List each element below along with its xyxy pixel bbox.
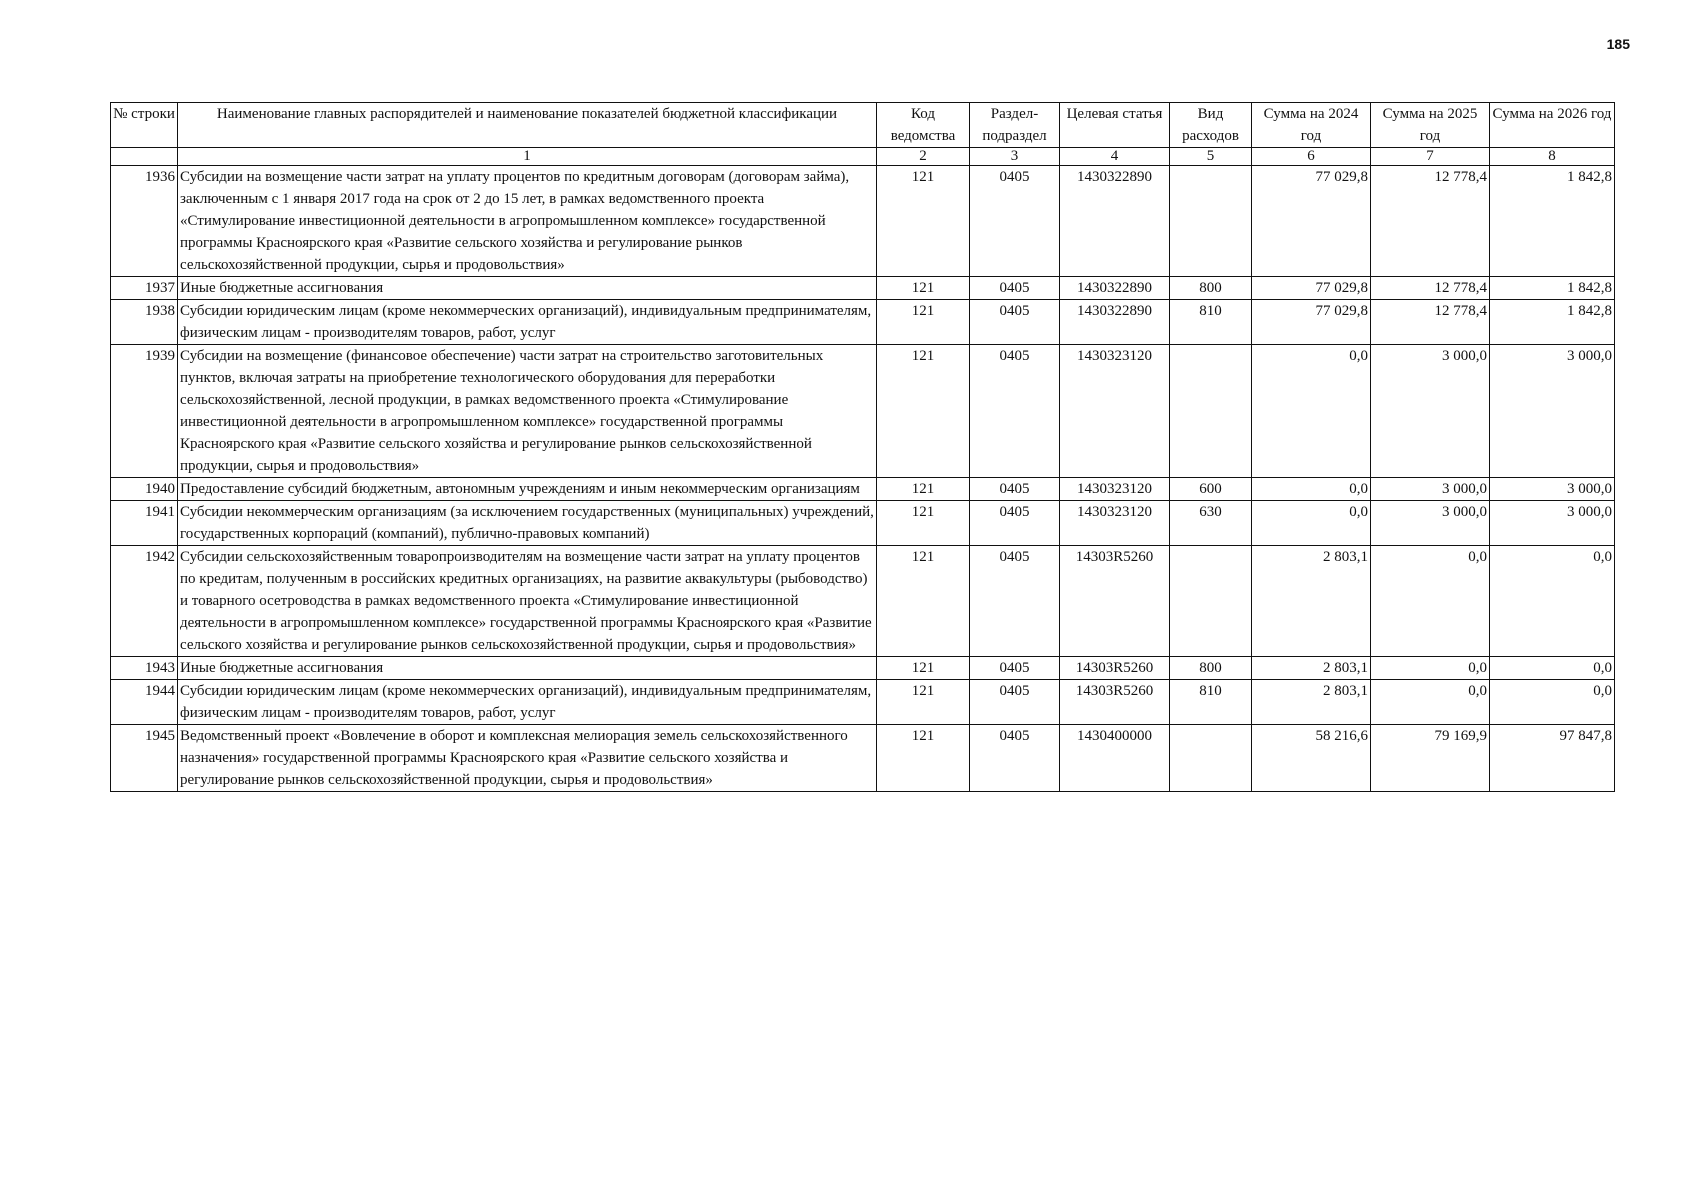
row-target: 1430322890 — [1060, 166, 1170, 277]
row-kind: 800 — [1170, 277, 1252, 300]
row-target: 14303R5260 — [1060, 680, 1170, 725]
row-sum-2024: 0,0 — [1252, 345, 1371, 478]
table-row — [111, 478, 1615, 501]
row-code: 121 — [877, 725, 970, 792]
header-sum-2024: Сумма на 2024 год — [1252, 103, 1371, 148]
row-sum-2026: 1 842,8 — [1490, 300, 1615, 345]
budget-table — [110, 102, 1615, 792]
row-target: 1430322890 — [1060, 300, 1170, 345]
row-sum-2024: 0,0 — [1252, 478, 1371, 501]
row-section: 0405 — [970, 300, 1060, 345]
column-number: 7 — [1371, 148, 1490, 166]
table-row — [111, 166, 1615, 277]
row-target: 1430323120 — [1060, 501, 1170, 546]
row-kind — [1170, 546, 1252, 657]
table-row — [111, 345, 1615, 478]
row-number: 1939 — [111, 345, 178, 478]
column-number-row — [111, 148, 1615, 166]
row-number: 1943 — [111, 657, 178, 680]
row-name: Предоставление субсидий бюджетным, автономным учреждениям и иным некоммерческим организациям — [178, 478, 877, 501]
row-sum-2024: 2 803,1 — [1252, 546, 1371, 657]
column-number: 8 — [1490, 148, 1615, 166]
row-section: 0405 — [970, 657, 1060, 680]
row-section: 0405 — [970, 277, 1060, 300]
row-number: 1941 — [111, 501, 178, 546]
row-sum-2025: 3 000,0 — [1371, 478, 1490, 501]
row-target: 1430400000 — [1060, 725, 1170, 792]
row-kind — [1170, 725, 1252, 792]
row-code: 121 — [877, 657, 970, 680]
row-section: 0405 — [970, 725, 1060, 792]
row-code: 121 — [877, 546, 970, 657]
row-name: Субсидии на возмещение (финансовое обеспечение) части затрат на строительство заготовительных пунктов, включая затраты на приобретение технологического оборудования для переработки сельскохозяйственной, лесной продукции, в рамках ведомственного проекта «Стимулирование инвестиционной деятельности в агропромышленном комплексе» государственной программы Красноярского края «Развитие сельского хозяйства и регулирование рынков сельскохозяйственной продукции, сырья и продовольствия» — [178, 345, 877, 478]
row-sum-2026: 1 842,8 — [1490, 166, 1615, 277]
table-row — [111, 680, 1615, 725]
row-sum-2024: 77 029,8 — [1252, 300, 1371, 345]
row-target: 14303R5260 — [1060, 657, 1170, 680]
header-sum-2026: Сумма на 2026 год — [1490, 103, 1615, 148]
row-number: 1936 — [111, 166, 178, 277]
row-kind: 810 — [1170, 300, 1252, 345]
header-code: Код ведомства — [877, 103, 970, 148]
row-sum-2025: 12 778,4 — [1371, 277, 1490, 300]
row-section: 0405 — [970, 166, 1060, 277]
row-number: 1938 — [111, 300, 178, 345]
column-number: 6 — [1252, 148, 1371, 166]
row-section: 0405 — [970, 680, 1060, 725]
row-kind — [1170, 166, 1252, 277]
row-code: 121 — [877, 478, 970, 501]
row-name: Иные бюджетные ассигнования — [178, 277, 877, 300]
row-kind: 810 — [1170, 680, 1252, 725]
row-number: 1940 — [111, 478, 178, 501]
table-row — [111, 277, 1615, 300]
row-sum-2024: 58 216,6 — [1252, 725, 1371, 792]
row-name: Иные бюджетные ассигнования — [178, 657, 877, 680]
header-sum-2025: Сумма на 2025 год — [1371, 103, 1490, 148]
row-sum-2025: 0,0 — [1371, 546, 1490, 657]
row-sum-2025: 12 778,4 — [1371, 300, 1490, 345]
table-row — [111, 501, 1615, 546]
column-number: 2 — [877, 148, 970, 166]
row-target: 14303R5260 — [1060, 546, 1170, 657]
row-sum-2026: 1 842,8 — [1490, 277, 1615, 300]
row-section: 0405 — [970, 478, 1060, 501]
row-number: 1945 — [111, 725, 178, 792]
row-sum-2025: 3 000,0 — [1371, 501, 1490, 546]
row-sum-2025: 79 169,9 — [1371, 725, 1490, 792]
row-name: Субсидии юридическим лицам (кроме некоммерческих организаций), индивидуальным предпринимателям, физическим лицам - производителям товаров, работ, услуг — [178, 300, 877, 345]
row-target: 1430323120 — [1060, 478, 1170, 501]
row-sum-2026: 97 847,8 — [1490, 725, 1615, 792]
row-sum-2026: 3 000,0 — [1490, 478, 1615, 501]
row-sum-2025: 12 778,4 — [1371, 166, 1490, 277]
header-name: Наименование главных распорядителей и наименование показателей бюджетной классификации — [178, 103, 877, 148]
column-number: 4 — [1060, 148, 1170, 166]
row-name: Субсидии на возмещение части затрат на уплату процентов по кредитным договорам (договорам займа), заключенным с 1 января 2017 года на срок от 2 до 15 лет, в рамках ведомственного проекта «Стимулирование инвестиционной деятельности в агропромышленном комплексе» государственной программы Красноярского края «Развитие сельского хозяйства и регулирование рынков сельскохозяйственной продукции, сырья и продовольствия» — [178, 166, 877, 277]
row-code: 121 — [877, 300, 970, 345]
row-sum-2025: 0,0 — [1371, 657, 1490, 680]
page-number: 185 — [1606, 36, 1630, 52]
row-sum-2026: 0,0 — [1490, 657, 1615, 680]
header-row — [111, 103, 1615, 148]
row-name: Субсидии юридическим лицам (кроме некоммерческих организаций), индивидуальным предпринимателям, физическим лицам - производителям товаров, работ, услуг — [178, 680, 877, 725]
row-sum-2026: 0,0 — [1490, 546, 1615, 657]
column-number: 1 — [178, 148, 877, 166]
header-row-no: № строки — [111, 103, 178, 148]
row-kind: 800 — [1170, 657, 1252, 680]
table-row — [111, 657, 1615, 680]
row-number: 1942 — [111, 546, 178, 657]
header-section: Раздел-подраздел — [970, 103, 1060, 148]
row-kind: 600 — [1170, 478, 1252, 501]
row-section: 0405 — [970, 546, 1060, 657]
row-sum-2025: 3 000,0 — [1371, 345, 1490, 478]
table-row — [111, 300, 1615, 345]
row-code: 121 — [877, 680, 970, 725]
row-number: 1937 — [111, 277, 178, 300]
row-sum-2025: 0,0 — [1371, 680, 1490, 725]
row-section: 0405 — [970, 501, 1060, 546]
row-section: 0405 — [970, 345, 1060, 478]
row-target: 1430323120 — [1060, 345, 1170, 478]
row-sum-2026: 0,0 — [1490, 680, 1615, 725]
row-name: Субсидии сельскохозяйственным товаропроизводителям на возмещение части затрат на уплату процентов по кредитам, полученным в российских кредитных организациях, на развитие аквакультуры (рыбоводство) и товарного осетроводства в рамках ведомственного проекта «Стимулирование инвестиционной деятельности в агропромышленном комплексе» государственной программы Красноярского края «Развитие сельского хозяйства и регулирование рынков сельскохозяйственной продукции, сырья и продовольствия» — [178, 546, 877, 657]
row-name: Субсидии некоммерческим организациям (за исключением государственных (муниципальных) учреждений, государственных корпораций (компаний), публично-правовых компаний) — [178, 501, 877, 546]
row-number: 1944 — [111, 680, 178, 725]
row-sum-2024: 2 803,1 — [1252, 680, 1371, 725]
table-row — [111, 725, 1615, 792]
row-code: 121 — [877, 501, 970, 546]
row-sum-2024: 77 029,8 — [1252, 277, 1371, 300]
table-row — [111, 546, 1615, 657]
column-number — [111, 148, 178, 166]
row-sum-2026: 3 000,0 — [1490, 345, 1615, 478]
row-code: 121 — [877, 166, 970, 277]
header-target: Целевая статья — [1060, 103, 1170, 148]
row-code: 121 — [877, 345, 970, 478]
row-name: Ведомственный проект «Вовлечение в оборот и комплексная мелиорация земель сельскохозяйственного назначения» государственной программы Красноярского края «Развитие сельского хозяйства и регулирование рынков сельскохозяйственной продукции, сырья и продовольствия» — [178, 725, 877, 792]
row-kind: 630 — [1170, 501, 1252, 546]
row-sum-2024: 77 029,8 — [1252, 166, 1371, 277]
column-number: 3 — [970, 148, 1060, 166]
row-kind — [1170, 345, 1252, 478]
row-sum-2024: 2 803,1 — [1252, 657, 1371, 680]
row-sum-2024: 0,0 — [1252, 501, 1371, 546]
row-sum-2026: 3 000,0 — [1490, 501, 1615, 546]
row-code: 121 — [877, 277, 970, 300]
column-number: 5 — [1170, 148, 1252, 166]
header-kind: Вид расходов — [1170, 103, 1252, 148]
row-target: 1430322890 — [1060, 277, 1170, 300]
